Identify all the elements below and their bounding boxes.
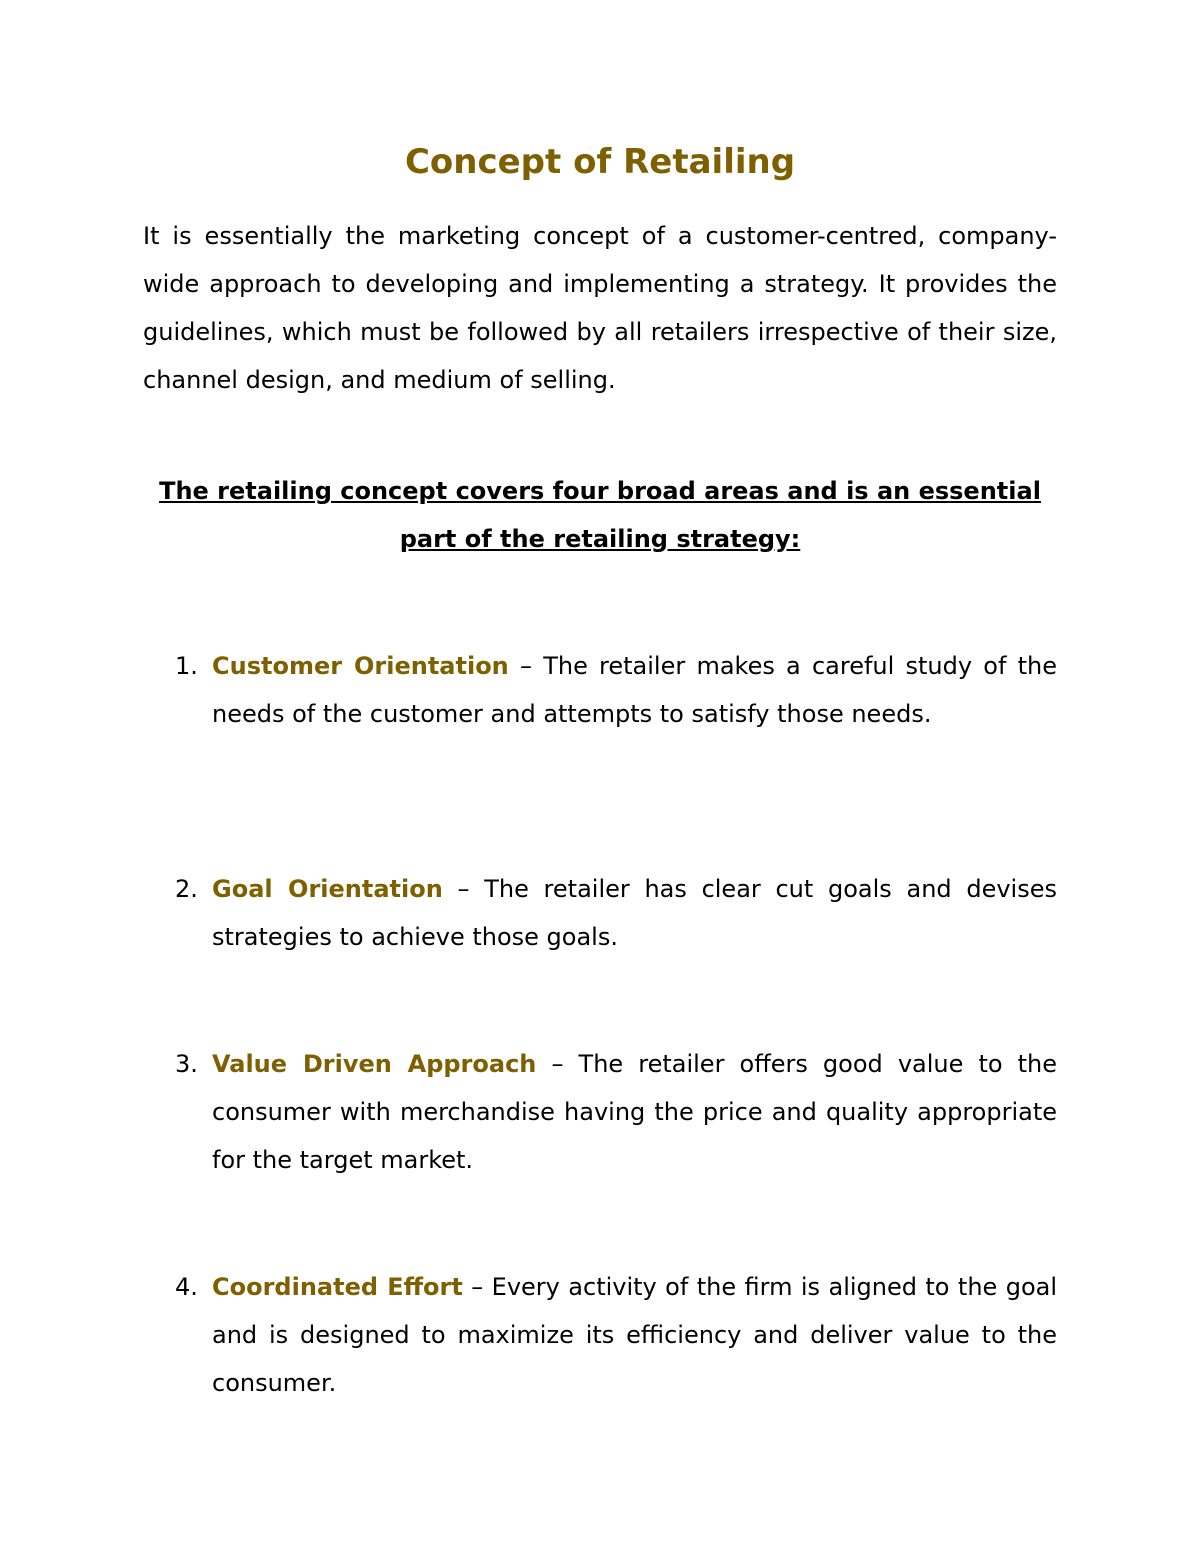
list-item-description: – Every activity of the firm is aligned to the goal and is designed to maximize its efficiency and deliver value to the consumer. (212, 1273, 1058, 1397)
list-item-term: Value Driven Approach (212, 1050, 537, 1078)
list-item (143, 1040, 1057, 1184)
list-item-body (212, 865, 1057, 961)
list-item-term: Coordinated Effort (212, 1273, 463, 1301)
list-item-description: – The retailer has clear cut goals and devises strategies to achieve those goals. (212, 875, 1057, 951)
list-item-number: 2. (175, 875, 198, 903)
list-item (143, 865, 1057, 961)
list-item-body (212, 642, 1057, 738)
list-item-description: – The retailer offers good value to the consumer with merchandise having the price and quality appropriate for the target market. (212, 1050, 1058, 1174)
list-item-description: – The retailer makes a careful study of the needs of the customer and attempts to satisfy those needs. (212, 652, 1057, 728)
intro-paragraph: It is essentially the marketing concept of a customer-centred, company-wide approach to developing and implementing a strategy. It provides the guidelines, which must be followed by all retailers irrespective of their size, channel design, and medium of selling. (143, 222, 1057, 394)
list-item-body (212, 1040, 1057, 1184)
list-item-number: 1. (175, 652, 198, 680)
list-item-term: Customer Orientation (212, 652, 509, 680)
list-item-number: 3. (175, 1050, 198, 1078)
list-item-number: 4. (175, 1273, 198, 1301)
list-item-body (212, 1263, 1057, 1407)
list-item-term: Goal Orientation (212, 875, 443, 903)
list-item (143, 1263, 1057, 1407)
list-item (143, 642, 1057, 738)
section-subheading: The retailing concept covers four broad areas and is an essential part of the retailing strategy: (159, 477, 1041, 553)
page-title: Concept of Retailing (404, 142, 796, 182)
